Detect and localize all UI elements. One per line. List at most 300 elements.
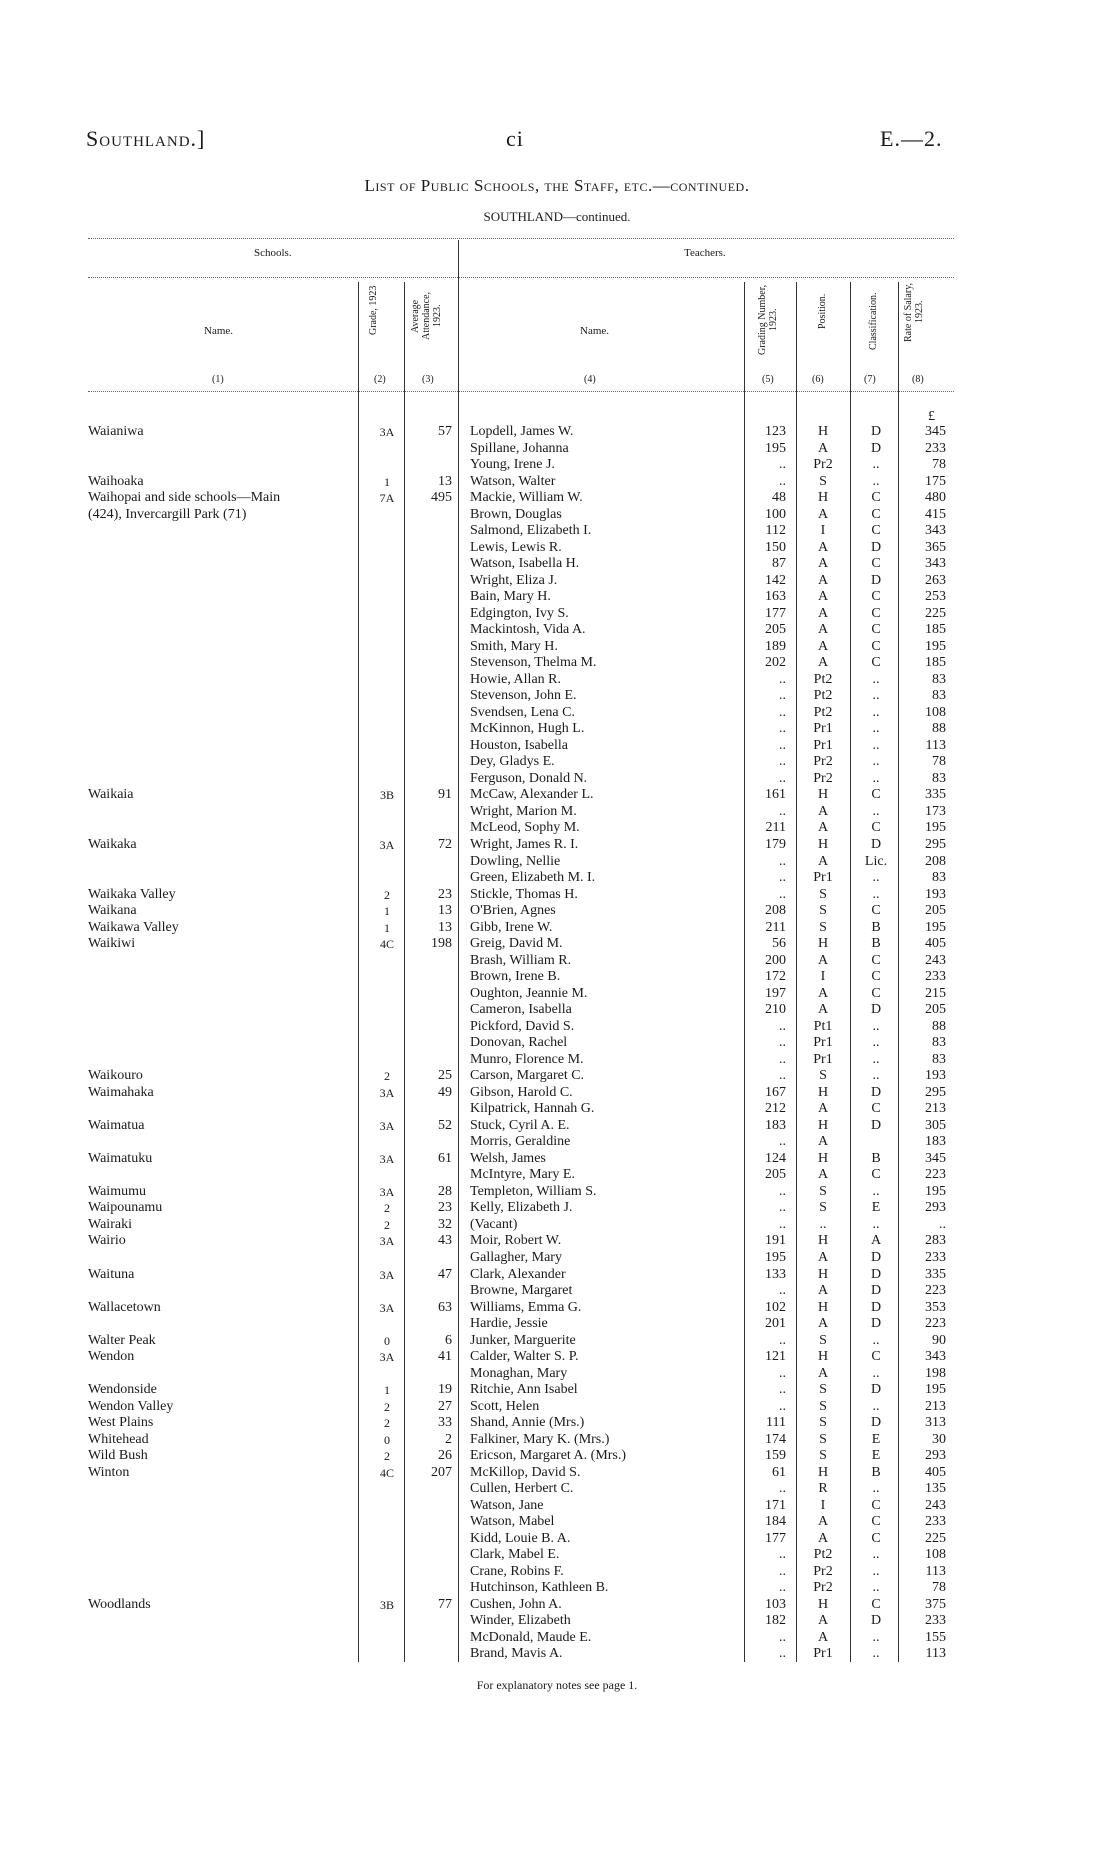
attendance-value: 28 (438, 1183, 452, 1199)
grading-number: 56 (772, 936, 786, 952)
teacher-name: Houston, Isabella (470, 737, 568, 753)
teacher-name: Cushen, John A. (470, 1596, 562, 1612)
attendance-value: 26 (438, 1448, 452, 1464)
teacher-name: Kelly, Elizabeth J. (470, 1200, 573, 1216)
grading-number: 197 (765, 985, 786, 1001)
teacher-name: Brown, Irene B. (470, 969, 561, 985)
classification-value: D (870, 539, 882, 555)
teacher-name: Stuck, Cyril A. E. (470, 1117, 570, 1133)
grade-value: 2 (384, 1449, 390, 1464)
grading-number: 48 (772, 490, 786, 506)
school-name-header: Name. (204, 325, 234, 337)
grade-value: 1 (384, 1383, 390, 1398)
grade-value: 2 (384, 887, 390, 902)
grading-number: .. (779, 803, 786, 819)
grading-number: 87 (772, 556, 786, 572)
table-row (0, 820, 1114, 836)
classification-value: D (870, 1084, 882, 1100)
school-name: Waikaka (88, 837, 137, 852)
salary-value: 345 (925, 1150, 946, 1166)
salary-value: 223 (925, 1167, 946, 1183)
position-value: A (817, 605, 829, 621)
table-row (0, 754, 1114, 770)
salary-value: 195 (925, 919, 946, 935)
teacher-name: Scott, Helen (470, 1398, 540, 1414)
table-row (0, 1531, 1114, 1547)
table-row (0, 1233, 1114, 1249)
attendance-value: 33 (438, 1415, 452, 1431)
teacher-name: Clark, Alexander (470, 1266, 566, 1282)
classification-value: C (871, 952, 881, 968)
position-value: S (819, 1068, 827, 1084)
classification-value: B (871, 919, 881, 935)
school-name: (424), Invercargill Park (71) (88, 506, 247, 522)
position-header: Position. (817, 293, 828, 329)
position-value: S (819, 1382, 827, 1398)
table-row (0, 1597, 1114, 1613)
position-value: Pr2 (813, 1563, 833, 1579)
salary-value: 345 (925, 424, 946, 439)
salary-value: 480 (925, 490, 946, 506)
salary-value: 233 (925, 440, 946, 456)
salary-value: 225 (925, 605, 946, 621)
school-name: Waikana (88, 903, 137, 919)
position-value: H (817, 936, 829, 952)
salary-value: 233 (925, 1613, 946, 1629)
table-row (0, 705, 1114, 721)
grade-value: 3A (379, 1300, 395, 1315)
grading-number: 167 (765, 1084, 786, 1100)
teacher-name: Mackie, William W. (470, 490, 583, 506)
salary-value: 375 (925, 1596, 946, 1612)
position-value: A (817, 853, 829, 869)
school-name: Woodlands (88, 1596, 151, 1612)
position-value: I (820, 969, 826, 985)
grade-value: 0 (384, 1333, 390, 1348)
classification-value: C (871, 969, 881, 985)
classification-value: .. (872, 671, 880, 687)
classification-value: .. (872, 473, 880, 489)
classification-value: .. (872, 870, 880, 886)
table-row (0, 1200, 1114, 1216)
attendance-value: 49 (438, 1084, 452, 1100)
teacher-name: Watson, Isabella H. (470, 556, 580, 572)
table-row (0, 1547, 1114, 1563)
teacher-name: Dowling, Nellie (470, 853, 561, 869)
position-value: A (817, 1514, 829, 1530)
position-value: R (818, 1481, 828, 1497)
teachers-group-label: Teachers. (684, 247, 726, 259)
grading-number: .. (779, 737, 786, 753)
table-row (0, 639, 1114, 655)
teacher-name: Cameron, Isabella (470, 1002, 572, 1018)
grade-value: 2 (384, 1399, 390, 1414)
grading-number: .. (779, 1051, 786, 1067)
classification-value: C (871, 1596, 881, 1612)
table-row (0, 1646, 1114, 1662)
position-value: S (819, 1398, 827, 1414)
salary-value: 233 (925, 1250, 946, 1265)
attendance-value: 2 (445, 1431, 452, 1447)
classification-value: C (871, 506, 881, 522)
table-row (0, 1019, 1114, 1035)
school-name: West Plains (88, 1415, 154, 1431)
salary-value: 90 (932, 1332, 946, 1348)
teacher-name: Smith, Mary H. (470, 638, 558, 654)
position-value: S (819, 1183, 827, 1199)
table-row (0, 1432, 1114, 1448)
classification-value: D (870, 1250, 882, 1265)
teacher-name: Gibson, Harold C. (470, 1084, 573, 1100)
attendance-value: 495 (431, 490, 452, 506)
attendance-value: 27 (438, 1398, 452, 1414)
position-value: S (819, 1448, 827, 1464)
teacher-name: Moir, Robert W. (470, 1233, 562, 1249)
grade-value: 3A (379, 1350, 395, 1365)
position-value: S (819, 886, 827, 902)
grade-value: 3B (379, 1597, 394, 1612)
grading-number: 177 (765, 1530, 786, 1546)
grade-value: 1 (384, 920, 390, 935)
position-value: H (817, 787, 829, 803)
grading-number: .. (779, 473, 786, 489)
position-value: I (820, 523, 826, 539)
attendance-value: 23 (438, 886, 452, 902)
col-number-1: (1) (212, 374, 224, 385)
position-value: Pt2 (813, 704, 833, 720)
col-number-3: (3) (422, 374, 434, 385)
rule-mid (88, 277, 954, 278)
position-value: A (817, 638, 829, 654)
col-number-8: (8) (912, 374, 924, 385)
grading-number: .. (779, 1332, 786, 1348)
currency-symbol: £ (928, 409, 935, 424)
grading-number: .. (779, 1283, 786, 1299)
grading-number: .. (779, 1580, 786, 1596)
col-number-6: (6) (812, 374, 824, 385)
table-row (0, 1052, 1114, 1068)
position-value: Pt2 (813, 671, 833, 687)
table-row (0, 1580, 1114, 1596)
classification-value: C (871, 490, 881, 506)
grade-value: 3B (379, 788, 394, 803)
table-row (0, 1167, 1114, 1183)
grading-number: .. (779, 1035, 786, 1051)
teacher-name: McCaw, Alexander L. (470, 787, 594, 803)
school-name: Wairio (88, 1233, 126, 1249)
grading-number: .. (779, 1134, 786, 1150)
teacher-name: Gibb, Irene W. (470, 919, 553, 935)
teacher-name: Kidd, Louie B. A. (470, 1530, 571, 1546)
salary-value: 343 (925, 1349, 946, 1365)
classification-value: Lic. (864, 853, 888, 869)
classification-value: D (870, 1415, 882, 1431)
table-row (0, 771, 1114, 787)
table-row (0, 655, 1114, 671)
classification-value: D (870, 1283, 882, 1299)
teacher-name: Carson, Margaret C. (470, 1068, 585, 1084)
table-row (0, 1613, 1114, 1629)
salary-value: 135 (925, 1481, 946, 1497)
teacher-name: Monaghan, Mary (470, 1365, 568, 1381)
grading-number: 112 (765, 523, 786, 539)
table-row (0, 986, 1114, 1002)
table-row (0, 441, 1114, 457)
teacher-name: Ericson, Margaret A. (Mrs.) (470, 1448, 627, 1464)
salary-value: 78 (932, 1580, 946, 1596)
school-name: Waipounamu (88, 1200, 163, 1216)
position-value: Pr2 (813, 754, 833, 770)
grading-number: .. (779, 1646, 786, 1662)
grading-number: 121 (765, 1349, 786, 1365)
grading-number: 177 (765, 605, 786, 621)
salary-value: 205 (925, 903, 946, 919)
salary-value: 30 (932, 1431, 946, 1447)
classification-value: D (870, 1382, 882, 1398)
position-value: Pt2 (813, 688, 833, 704)
salary-value: 305 (925, 1117, 946, 1133)
salary-value: 233 (925, 969, 946, 985)
attendance-value: 6 (445, 1332, 452, 1348)
classification-value: D (870, 1613, 882, 1629)
salary-value: 83 (932, 688, 946, 704)
teacher-name: Ferguson, Donald N. (470, 770, 588, 786)
page-number: ci (506, 126, 524, 151)
grading-number: 161 (765, 787, 786, 803)
grading-number: .. (779, 1216, 786, 1232)
teacher-name: Welsh, James (470, 1150, 546, 1166)
classification-value: D (870, 440, 882, 456)
table-row (0, 1349, 1114, 1365)
classification-value: .. (872, 1216, 880, 1232)
position-value: Pr1 (813, 1051, 833, 1067)
teacher-name: Edgington, Ivy S. (470, 605, 569, 621)
salary-value: 343 (925, 556, 946, 572)
classification-value: .. (872, 1646, 880, 1662)
classification-value: .. (872, 886, 880, 902)
school-name: Waikaia (88, 787, 134, 803)
grade-value: 1 (384, 904, 390, 919)
position-value: S (819, 1415, 827, 1431)
grading-number: 100 (765, 506, 786, 522)
grading-number: .. (779, 1365, 786, 1381)
classification-value: D (870, 424, 882, 439)
school-name: Winton (88, 1464, 130, 1480)
grading-number: .. (779, 1398, 786, 1414)
classification-value: C (871, 556, 881, 572)
salary-value: 193 (925, 1068, 946, 1084)
school-name: Wendon (88, 1349, 135, 1365)
position-value: A (817, 1167, 829, 1183)
position-value: A (817, 572, 829, 588)
table-row (0, 490, 1114, 506)
position-value: A (817, 1530, 829, 1546)
position-value: A (817, 539, 829, 555)
grading-number: .. (779, 688, 786, 704)
attendance-value: 61 (438, 1150, 452, 1166)
classification-value: D (870, 1002, 882, 1018)
teacher-name: Bain, Mary H. (470, 589, 551, 605)
teacher-name: Crane, Robins F. (470, 1563, 564, 1579)
school-name: Waihopai and side schools—Main (88, 490, 281, 506)
school-name: Waihoaka (88, 473, 144, 489)
table-row (0, 688, 1114, 704)
teacher-name: Junker, Marguerite (470, 1332, 576, 1348)
grading-number: 202 (765, 655, 786, 671)
attendance-value: 198 (431, 936, 452, 952)
classification-header: Classification. (868, 292, 879, 350)
grading-number: 61 (772, 1464, 786, 1480)
position-value: A (817, 1134, 829, 1150)
position-value: H (817, 1596, 829, 1612)
classification-value: .. (872, 1332, 880, 1348)
grading-number: 171 (765, 1497, 786, 1513)
position-value: H (817, 1117, 829, 1133)
table-row (0, 540, 1114, 556)
attendance-value: 91 (438, 787, 452, 803)
position-value: S (819, 1431, 827, 1447)
classification-value: C (871, 655, 881, 671)
table-row (0, 1481, 1114, 1497)
salary-value: 108 (925, 704, 946, 720)
classification-value: .. (872, 1068, 880, 1084)
table-row (0, 1415, 1114, 1431)
grade-value: 3A (379, 425, 395, 439)
school-name: Wallacetown (88, 1299, 161, 1315)
col-number-4: (4) (584, 374, 596, 385)
school-name: Waianiwa (88, 424, 144, 439)
classification-value: C (871, 1530, 881, 1546)
grading-number: .. (779, 1382, 786, 1398)
teacher-name: Ritchie, Ann Isabel (470, 1382, 578, 1398)
salary-value: 195 (925, 1382, 946, 1398)
teacher-name: Munro, Florence M. (470, 1051, 584, 1067)
salary-value: 88 (932, 721, 946, 737)
salary-value: 155 (925, 1629, 946, 1645)
classification-value: D (870, 1266, 882, 1282)
table-row (0, 721, 1114, 737)
table-row (0, 1564, 1114, 1580)
teacher-name: Watson, Mabel (470, 1514, 555, 1530)
salary-value: 223 (925, 1316, 946, 1332)
table-row (0, 1035, 1114, 1051)
table-row (0, 1267, 1114, 1283)
footer-note: For explanatory notes see page 1. (476, 1678, 638, 1692)
table-row (0, 424, 1114, 440)
classification-value: E (871, 1448, 881, 1464)
salary-value: 88 (932, 1018, 946, 1034)
classification-value: D (870, 837, 882, 852)
grading-number: .. (779, 754, 786, 770)
attendance-value: 23 (438, 1200, 452, 1216)
position-value: S (819, 903, 827, 919)
school-name: Waikawa Valley (88, 919, 179, 935)
table-row (0, 1514, 1114, 1530)
teacher-name: Wright, James R. I. (470, 837, 579, 852)
table-row (0, 1151, 1114, 1167)
table-row (0, 1366, 1114, 1382)
attendance-value: 207 (431, 1464, 452, 1480)
grading-number: 212 (765, 1101, 786, 1117)
grading-number: 195 (765, 440, 786, 456)
grading-number: 211 (765, 820, 786, 836)
salary-value: 83 (932, 671, 946, 687)
position-value: Pr2 (813, 1580, 833, 1596)
salary-value: 83 (932, 1051, 946, 1067)
classification-value: B (871, 1464, 881, 1480)
salary-value: 195 (925, 1183, 946, 1199)
salary-value: 213 (925, 1101, 946, 1117)
grading-number: 102 (765, 1299, 786, 1315)
table-row (0, 787, 1114, 803)
page-title: List of Public Schools, the Staff, etc.—continued. (364, 176, 750, 195)
classification-value: .. (872, 1051, 880, 1067)
position-value: Pr2 (813, 770, 833, 786)
grading-number: .. (779, 886, 786, 902)
grading-number: .. (779, 1200, 786, 1216)
salary-value: 293 (925, 1200, 946, 1216)
attendance-value: 63 (438, 1299, 452, 1315)
position-value: Pr1 (813, 1035, 833, 1051)
page-header-left: Southland.] (86, 126, 206, 151)
table-row (0, 606, 1114, 622)
classification-value: C (871, 523, 881, 539)
teacher-name: Stevenson, Thelma M. (470, 655, 597, 671)
grading-number: .. (779, 770, 786, 786)
teacher-name: (Vacant) (470, 1216, 518, 1232)
grading-number: 205 (765, 1167, 786, 1183)
grade-value: 4C (379, 937, 394, 952)
grading-number: 142 (765, 572, 786, 588)
salary-value: 83 (932, 870, 946, 886)
salary-value: 185 (925, 622, 946, 638)
rule-bottom (88, 391, 954, 392)
salary-value: 205 (925, 1002, 946, 1018)
table-row (0, 1316, 1114, 1332)
salary-header: Rate of Salary, 1923. (903, 282, 925, 342)
teacher-name: Stickle, Thomas H. (470, 886, 578, 902)
classification-value: .. (872, 457, 880, 473)
position-value: S (819, 473, 827, 489)
classification-value: A (870, 1233, 882, 1249)
col-number-5: (5) (762, 374, 774, 385)
teacher-name: Stevenson, John E. (470, 688, 577, 704)
teacher-name: Pickford, David S. (470, 1018, 575, 1034)
teacher-name: Dey, Gladys E. (470, 754, 555, 770)
school-name: Waimumu (88, 1183, 146, 1199)
grading-number: 182 (765, 1613, 786, 1629)
salary-value: .. (939, 1216, 946, 1232)
teacher-name: McLeod, Sophy M. (470, 820, 580, 836)
school-name: Waimatua (88, 1117, 145, 1133)
grading-number: 179 (765, 837, 786, 852)
table-row (0, 1448, 1114, 1464)
grading-number: 205 (765, 622, 786, 638)
classification-value: D (870, 1316, 882, 1332)
classification-value: D (870, 1117, 882, 1133)
classification-value: .. (872, 1547, 880, 1563)
salary-value: 83 (932, 1035, 946, 1051)
salary-value: 263 (925, 572, 946, 588)
teacher-name: McKillop, David S. (470, 1464, 581, 1480)
attendance-value: 19 (438, 1382, 452, 1398)
position-value: A (817, 985, 829, 1001)
table-row (0, 1101, 1114, 1117)
salary-value: 415 (925, 506, 946, 522)
grade-value: 2 (384, 1416, 390, 1431)
table-row (0, 457, 1114, 473)
classification-value: C (871, 589, 881, 605)
